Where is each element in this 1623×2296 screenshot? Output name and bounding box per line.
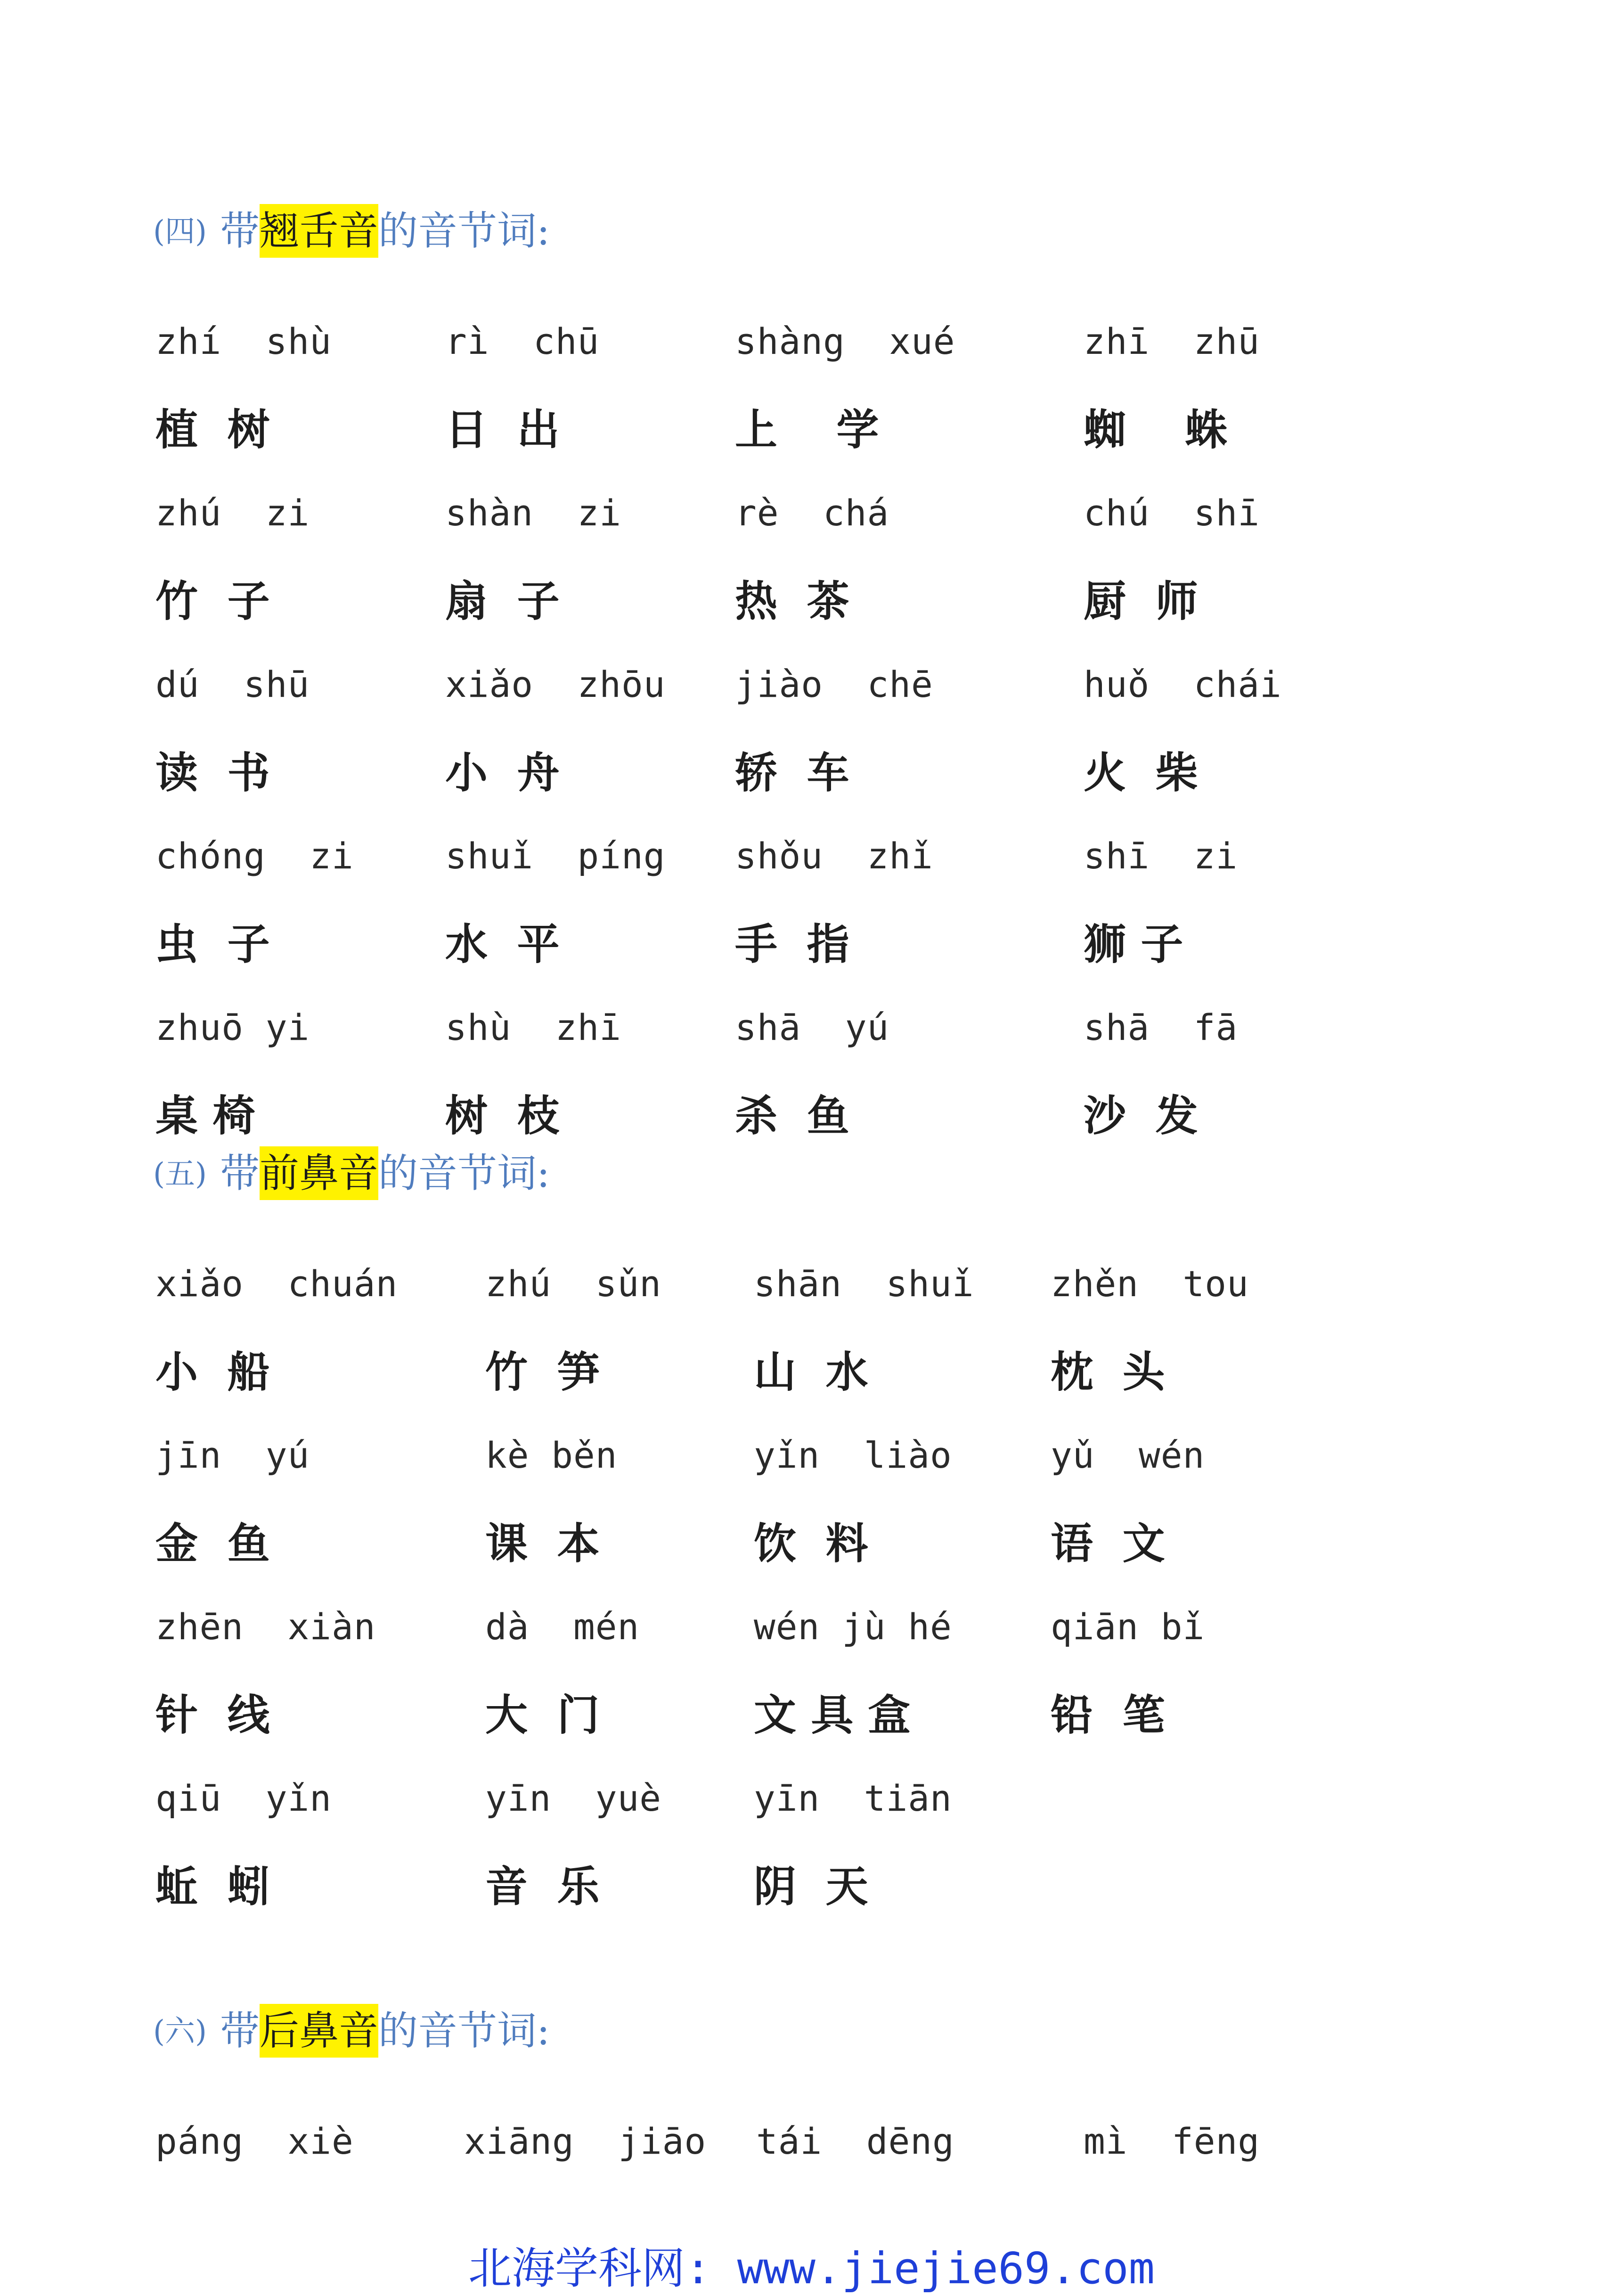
pinyin-word: shī zi bbox=[1084, 835, 1238, 877]
pinyin-word: shù zhī bbox=[445, 1006, 622, 1048]
pinyin-word: shā yú bbox=[735, 1006, 889, 1048]
hanzi-word: 音 乐 bbox=[485, 1862, 600, 1912]
pinyin-word: tái dēng bbox=[756, 2120, 954, 2162]
hanzi-row bbox=[0, 1341, 1623, 1407]
pinyin-word: yǔ wén bbox=[1051, 1434, 1205, 1476]
pinyin-word: zhēn xiàn bbox=[155, 1606, 376, 1648]
pinyin-word: zhú sǔn bbox=[485, 1263, 662, 1305]
hanzi-word: 课 本 bbox=[485, 1519, 600, 1569]
pinyin-word: jiào chē bbox=[735, 663, 933, 705]
pinyin-word: shàng xué bbox=[735, 320, 955, 362]
pinyin-word: dà mén bbox=[485, 1606, 640, 1648]
pinyin-word: chóng zi bbox=[155, 835, 354, 877]
pinyin-word: chú shī bbox=[1084, 492, 1260, 534]
pinyin-word: dú shū bbox=[155, 663, 310, 705]
hanzi-word: 火 柴 bbox=[1084, 748, 1198, 798]
heading-prefix: 带 bbox=[220, 208, 260, 254]
pinyin-word: xiǎo zhōu bbox=[445, 663, 666, 705]
pinyin-word: qiū yǐn bbox=[155, 1777, 332, 1819]
hanzi-word: 水 平 bbox=[445, 919, 560, 969]
pinyin-word: kè běn bbox=[485, 1434, 618, 1476]
pinyin-word: mì fēng bbox=[1084, 2120, 1260, 2162]
pinyin-word: zhí shù bbox=[155, 320, 332, 362]
pinyin-row bbox=[0, 2113, 1623, 2179]
hanzi-word: 桌 椅 bbox=[155, 1091, 255, 1141]
heading-suffix: 的音节词: bbox=[378, 1150, 550, 1196]
section-heading bbox=[153, 1145, 550, 1202]
pinyin-row bbox=[0, 1599, 1623, 1665]
pinyin-row bbox=[0, 1427, 1623, 1493]
hanzi-word: 蜘 蛛 bbox=[1084, 405, 1228, 455]
hanzi-word: 日 出 bbox=[445, 405, 560, 455]
hanzi-word: 植 树 bbox=[155, 405, 270, 455]
site-footer[interactable]: 北海学科网: www.jiejie69.com bbox=[468, 2243, 1155, 2294]
pinyin-word: wén jù hé bbox=[754, 1606, 952, 1648]
pinyin-word: zhú zi bbox=[155, 492, 310, 534]
pinyin-word: zhěn tou bbox=[1051, 1263, 1249, 1305]
hanzi-word: 语 文 bbox=[1051, 1519, 1165, 1569]
section-number: (六) bbox=[153, 2014, 207, 2049]
hanzi-word: 山 水 bbox=[754, 1347, 868, 1397]
pinyin-word: yīn tiān bbox=[754, 1777, 952, 1819]
section-number: (四) bbox=[153, 214, 207, 249]
pinyin-word: zhuō yi bbox=[155, 1006, 310, 1048]
heading-suffix: 的音节词: bbox=[378, 208, 550, 254]
hanzi-word: 饮 料 bbox=[754, 1519, 868, 1569]
hanzi-word: 蚯 蚓 bbox=[155, 1862, 270, 1912]
hanzi-word: 小 船 bbox=[155, 1347, 270, 1397]
pinyin-word: shuǐ píng bbox=[445, 835, 666, 877]
hanzi-row bbox=[0, 1684, 1623, 1750]
pinyin-word: jīn yú bbox=[155, 1434, 310, 1476]
hanzi-word: 竹 子 bbox=[155, 576, 270, 626]
pinyin-word: páng xiè bbox=[155, 2120, 354, 2162]
hanzi-word: 枕 头 bbox=[1051, 1347, 1165, 1397]
pinyin-word: zhī zhū bbox=[1084, 320, 1260, 362]
hanzi-word: 大 门 bbox=[485, 1690, 600, 1740]
heading-prefix: 带 bbox=[220, 1150, 260, 1196]
hanzi-word: 树 枝 bbox=[445, 1091, 560, 1141]
hanzi-word: 读 书 bbox=[155, 748, 270, 798]
pinyin-word: xiāng jiāo bbox=[464, 2120, 707, 2162]
hanzi-row bbox=[0, 742, 1623, 808]
pinyin-row bbox=[0, 828, 1623, 894]
heading-highlight: 后鼻音 bbox=[260, 2004, 378, 2058]
hanzi-word: 虫 子 bbox=[155, 919, 270, 969]
hanzi-word: 杀 鱼 bbox=[735, 1091, 849, 1141]
pinyin-word: shàn zi bbox=[445, 492, 622, 534]
hanzi-word: 热 茶 bbox=[735, 576, 849, 626]
section-number: (五) bbox=[153, 1157, 207, 1192]
hanzi-row bbox=[0, 571, 1623, 637]
hanzi-row bbox=[0, 1513, 1623, 1579]
pinyin-word: rì chū bbox=[445, 320, 600, 362]
hanzi-word: 轿 车 bbox=[735, 748, 849, 798]
pinyin-row bbox=[0, 999, 1623, 1065]
hanzi-word: 沙 发 bbox=[1084, 1091, 1198, 1141]
hanzi-word: 金 鱼 bbox=[155, 1519, 270, 1569]
pinyin-word: shān shuǐ bbox=[754, 1263, 974, 1305]
hanzi-word: 手 指 bbox=[735, 919, 849, 969]
hanzi-word: 狮 子 bbox=[1084, 919, 1183, 969]
pinyin-row bbox=[0, 1256, 1623, 1322]
hanzi-row bbox=[0, 399, 1623, 465]
pinyin-word: shǒu zhǐ bbox=[735, 835, 933, 877]
hanzi-word: 文 具 盒 bbox=[754, 1690, 911, 1740]
hanzi-word: 阴 天 bbox=[754, 1862, 868, 1912]
heading-prefix: 带 bbox=[220, 2008, 260, 2054]
section-heading bbox=[153, 203, 550, 260]
pinyin-row bbox=[0, 485, 1623, 551]
heading-suffix: 的音节词: bbox=[378, 2008, 550, 2054]
pinyin-word: qiān bǐ bbox=[1051, 1606, 1205, 1648]
pinyin-word: rè chá bbox=[735, 492, 889, 534]
pinyin-word: shā fā bbox=[1084, 1006, 1238, 1048]
pinyin-row bbox=[0, 656, 1623, 722]
hanzi-word: 扇 子 bbox=[445, 576, 560, 626]
hanzi-row bbox=[0, 1856, 1623, 1922]
hanzi-word: 竹 笋 bbox=[485, 1347, 600, 1397]
pinyin-word: xiǎo chuán bbox=[155, 1263, 398, 1305]
hanzi-row bbox=[0, 1085, 1623, 1151]
hanzi-word: 针 线 bbox=[155, 1690, 270, 1740]
section-heading bbox=[153, 2002, 550, 2060]
heading-highlight: 翘舌音 bbox=[260, 204, 378, 258]
pinyin-word: huǒ chái bbox=[1084, 663, 1282, 705]
hanzi-word: 铅 笔 bbox=[1051, 1690, 1165, 1740]
hanzi-word: 小 舟 bbox=[445, 748, 560, 798]
heading-highlight: 前鼻音 bbox=[260, 1146, 378, 1200]
pinyin-word: yīn yuè bbox=[485, 1777, 662, 1819]
pinyin-row bbox=[0, 313, 1623, 379]
pinyin-row bbox=[0, 1770, 1623, 1836]
hanzi-row bbox=[0, 914, 1623, 980]
hanzi-word: 上 学 bbox=[735, 405, 879, 455]
hanzi-word: 厨 师 bbox=[1084, 576, 1198, 626]
pinyin-word: yǐn liào bbox=[754, 1434, 952, 1476]
